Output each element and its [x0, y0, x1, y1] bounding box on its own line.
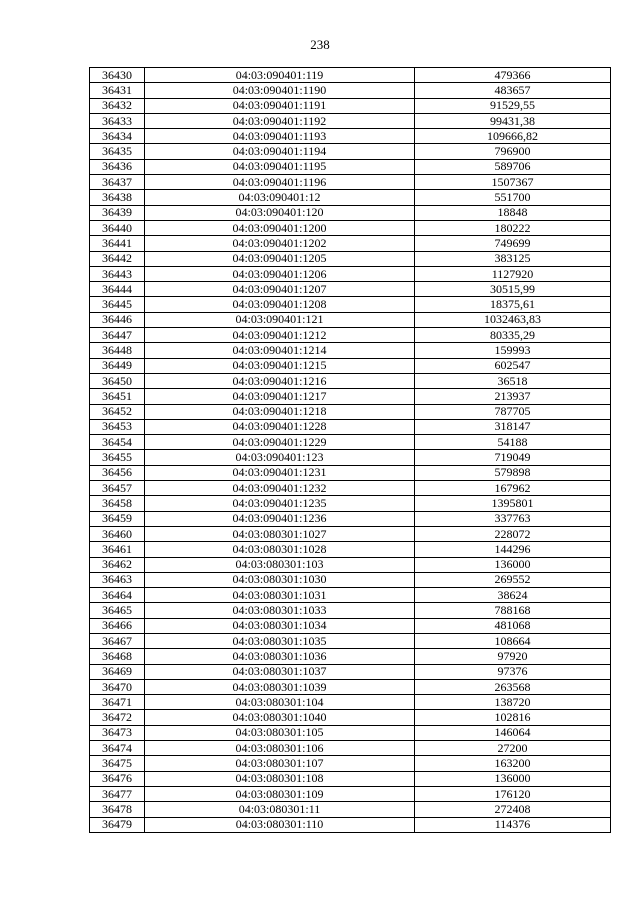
- table-row: [90, 159, 611, 174]
- cadastral-value-cell: 383125: [415, 251, 611, 266]
- row-number-cell: 36471: [90, 695, 145, 710]
- table-row: [90, 465, 611, 480]
- cadastral-value-cell: 163200: [415, 756, 611, 771]
- table-row: [90, 633, 611, 648]
- cadastral-value-cell: 269552: [415, 572, 611, 587]
- row-number-cell: 36474: [90, 741, 145, 756]
- cadastral-number-cell: 04:03:090401:1200: [145, 220, 415, 235]
- row-number-cell: 36450: [90, 373, 145, 388]
- row-number-cell: 36430: [90, 68, 145, 83]
- cadastral-value-cell: 787705: [415, 404, 611, 419]
- cadastral-number-cell: 04:03:080301:1040: [145, 710, 415, 725]
- row-number-cell: 36462: [90, 557, 145, 572]
- cadastral-number-cell: 04:03:080301:107: [145, 756, 415, 771]
- table-row: [90, 373, 611, 388]
- row-number-cell: 36446: [90, 312, 145, 327]
- table-row: [90, 129, 611, 144]
- table-row: [90, 175, 611, 190]
- row-number-cell: 36456: [90, 465, 145, 480]
- cadastral-value-cell: 108664: [415, 633, 611, 648]
- cadastral-value-cell: 30515,99: [415, 282, 611, 297]
- cadastral-value-cell: 589706: [415, 159, 611, 174]
- cadastral-value-cell: 99431,38: [415, 113, 611, 128]
- row-number-cell: 36453: [90, 419, 145, 434]
- cadastral-number-cell: 04:03:080301:108: [145, 771, 415, 786]
- cadastral-value-cell: 138720: [415, 695, 611, 710]
- row-number-cell: 36435: [90, 144, 145, 159]
- cadastral-value-cell: 136000: [415, 771, 611, 786]
- cadastral-value-table: [89, 67, 611, 833]
- row-number-cell: 36466: [90, 618, 145, 633]
- table-row: [90, 389, 611, 404]
- table-row: [90, 710, 611, 725]
- row-number-cell: 36461: [90, 542, 145, 557]
- row-number-cell: 36473: [90, 725, 145, 740]
- table-row: [90, 725, 611, 740]
- cadastral-value-cell: 144296: [415, 542, 611, 557]
- row-number-cell: 36448: [90, 343, 145, 358]
- row-number-cell: 36455: [90, 450, 145, 465]
- row-number-cell: 36470: [90, 679, 145, 694]
- row-number-cell: 36437: [90, 175, 145, 190]
- row-number-cell: 36442: [90, 251, 145, 266]
- row-number-cell: 36443: [90, 266, 145, 281]
- table-row: [90, 557, 611, 572]
- cadastral-number-cell: 04:03:090401:1229: [145, 435, 415, 450]
- table-row: [90, 266, 611, 281]
- table-row: [90, 481, 611, 496]
- cadastral-value-cell: 114376: [415, 817, 611, 832]
- cadastral-value-cell: 719049: [415, 450, 611, 465]
- table-row: [90, 572, 611, 587]
- table-row: [90, 297, 611, 312]
- table-row: [90, 649, 611, 664]
- cadastral-number-cell: 04:03:080301:1039: [145, 679, 415, 694]
- cadastral-number-cell: 04:03:090401:1231: [145, 465, 415, 480]
- table-row: [90, 741, 611, 756]
- cadastral-number-cell: 04:03:090401:1202: [145, 236, 415, 251]
- cadastral-number-cell: 04:03:090401:1196: [145, 175, 415, 190]
- table-row: [90, 251, 611, 266]
- table-row: [90, 220, 611, 235]
- cadastral-number-cell: 04:03:080301:110: [145, 817, 415, 832]
- table-row: [90, 343, 611, 358]
- table-row: [90, 542, 611, 557]
- row-number-cell: 36432: [90, 98, 145, 113]
- cadastral-value-cell: 159993: [415, 343, 611, 358]
- cadastral-value-cell: 1127920: [415, 266, 611, 281]
- table-row: [90, 113, 611, 128]
- cadastral-value-cell: 91529,55: [415, 98, 611, 113]
- table-row: [90, 282, 611, 297]
- row-number-cell: 36445: [90, 297, 145, 312]
- cadastral-number-cell: 04:03:080301:103: [145, 557, 415, 572]
- cadastral-value-cell: 602547: [415, 358, 611, 373]
- cadastral-number-cell: 04:03:080301:105: [145, 725, 415, 740]
- cadastral-number-cell: 04:03:080301:1028: [145, 542, 415, 557]
- table-row: [90, 435, 611, 450]
- row-number-cell: 36463: [90, 572, 145, 587]
- cadastral-number-cell: 04:03:090401:1214: [145, 343, 415, 358]
- table-row: [90, 496, 611, 511]
- row-number-cell: 36440: [90, 220, 145, 235]
- table-row: [90, 511, 611, 526]
- cadastral-value-cell: 97376: [415, 664, 611, 679]
- row-number-cell: 36438: [90, 190, 145, 205]
- table-row: [90, 450, 611, 465]
- cadastral-number-cell: 04:03:090401:1236: [145, 511, 415, 526]
- cadastral-value-cell: 27200: [415, 741, 611, 756]
- cadastral-number-cell: 04:03:090401:1206: [145, 266, 415, 281]
- cadastral-value-cell: 167962: [415, 481, 611, 496]
- row-number-cell: 36431: [90, 83, 145, 98]
- cadastral-value-cell: 213937: [415, 389, 611, 404]
- table-row: [90, 190, 611, 205]
- cadastral-number-cell: 04:03:090401:1217: [145, 389, 415, 404]
- cadastral-value-cell: 788168: [415, 603, 611, 618]
- cadastral-value-cell: 318147: [415, 419, 611, 434]
- row-number-cell: 36458: [90, 496, 145, 511]
- row-number-cell: 36464: [90, 588, 145, 603]
- row-number-cell: 36444: [90, 282, 145, 297]
- table-row: [90, 802, 611, 817]
- row-number-cell: 36468: [90, 649, 145, 664]
- cadastral-value-cell: 1507367: [415, 175, 611, 190]
- cadastral-number-cell: 04:03:090401:119: [145, 68, 415, 83]
- table-row: [90, 588, 611, 603]
- cadastral-number-cell: 04:03:090401:1192: [145, 113, 415, 128]
- cadastral-number-cell: 04:03:090401:1190: [145, 83, 415, 98]
- table-row: [90, 144, 611, 159]
- cadastral-number-cell: 04:03:080301:109: [145, 786, 415, 801]
- row-number-cell: 36434: [90, 129, 145, 144]
- cadastral-number-cell: 04:03:080301:104: [145, 695, 415, 710]
- cadastral-number-cell: 04:03:090401:1212: [145, 328, 415, 343]
- table-body: [90, 68, 611, 833]
- table-row: [90, 312, 611, 327]
- cadastral-number-cell: 04:03:090401:1235: [145, 496, 415, 511]
- cadastral-value-cell: 551700: [415, 190, 611, 205]
- row-number-cell: 36475: [90, 756, 145, 771]
- cadastral-number-cell: 04:03:080301:1035: [145, 633, 415, 648]
- row-number-cell: 36478: [90, 802, 145, 817]
- cadastral-number-cell: 04:03:080301:1037: [145, 664, 415, 679]
- cadastral-number-cell: 04:03:080301:1027: [145, 526, 415, 541]
- row-number-cell: 36477: [90, 786, 145, 801]
- cadastral-value-cell: 479366: [415, 68, 611, 83]
- table-row: [90, 328, 611, 343]
- cadastral-number-cell: 04:03:080301:1030: [145, 572, 415, 587]
- cadastral-value-cell: 176120: [415, 786, 611, 801]
- cadastral-value-cell: 97920: [415, 649, 611, 664]
- cadastral-number-cell: 04:03:090401:1215: [145, 358, 415, 373]
- cadastral-number-cell: 04:03:080301:1034: [145, 618, 415, 633]
- table-row: [90, 786, 611, 801]
- cadastral-number-cell: 04:03:090401:1218: [145, 404, 415, 419]
- table-row: [90, 358, 611, 373]
- cadastral-value-cell: 36518: [415, 373, 611, 388]
- row-number-cell: 36467: [90, 633, 145, 648]
- cadastral-value-cell: 337763: [415, 511, 611, 526]
- cadastral-value-cell: 18375,61: [415, 297, 611, 312]
- table-row: [90, 98, 611, 113]
- row-number-cell: 36459: [90, 511, 145, 526]
- row-number-cell: 36457: [90, 481, 145, 496]
- table-row: [90, 236, 611, 251]
- row-number-cell: 36451: [90, 389, 145, 404]
- table-row: [90, 404, 611, 419]
- cadastral-number-cell: 04:03:080301:1031: [145, 588, 415, 603]
- row-number-cell: 36436: [90, 159, 145, 174]
- table-row: [90, 679, 611, 694]
- cadastral-value-cell: 80335,29: [415, 328, 611, 343]
- row-number-cell: 36441: [90, 236, 145, 251]
- cadastral-number-cell: 04:03:090401:123: [145, 450, 415, 465]
- cadastral-value-cell: 109666,82: [415, 129, 611, 144]
- cadastral-value-cell: 579898: [415, 465, 611, 480]
- cadastral-number-cell: 04:03:090401:1232: [145, 481, 415, 496]
- cadastral-number-cell: 04:03:080301:1033: [145, 603, 415, 618]
- table-row: [90, 817, 611, 832]
- cadastral-value-cell: 272408: [415, 802, 611, 817]
- cadastral-value-cell: 136000: [415, 557, 611, 572]
- table-row: [90, 695, 611, 710]
- cadastral-number-cell: 04:03:090401:1208: [145, 297, 415, 312]
- cadastral-value-cell: 18848: [415, 205, 611, 220]
- cadastral-number-cell: 04:03:090401:1194: [145, 144, 415, 159]
- cadastral-number-cell: 04:03:090401:120: [145, 205, 415, 220]
- table-row: [90, 756, 611, 771]
- row-number-cell: 36439: [90, 205, 145, 220]
- cadastral-number-cell: 04:03:080301:11: [145, 802, 415, 817]
- cadastral-value-cell: 1032463,83: [415, 312, 611, 327]
- cadastral-value-cell: 481068: [415, 618, 611, 633]
- cadastral-value-cell: 1395801: [415, 496, 611, 511]
- table-row: [90, 68, 611, 83]
- cadastral-value-cell: 263568: [415, 679, 611, 694]
- row-number-cell: 36469: [90, 664, 145, 679]
- table-row: [90, 205, 611, 220]
- row-number-cell: 36460: [90, 526, 145, 541]
- page-number: 238: [310, 37, 330, 52]
- cadastral-number-cell: 04:03:090401:1205: [145, 251, 415, 266]
- cadastral-value-cell: 38624: [415, 588, 611, 603]
- cadastral-number-cell: 04:03:090401:1207: [145, 282, 415, 297]
- cadastral-value-cell: 54188: [415, 435, 611, 450]
- table-row: [90, 419, 611, 434]
- cadastral-number-cell: 04:03:090401:1228: [145, 419, 415, 434]
- cadastral-value-cell: 146064: [415, 725, 611, 740]
- row-number-cell: 36433: [90, 113, 145, 128]
- cadastral-value-cell: 102816: [415, 710, 611, 725]
- cadastral-value-cell: 796900: [415, 144, 611, 159]
- table-row: [90, 603, 611, 618]
- table-row: [90, 526, 611, 541]
- table-row: [90, 664, 611, 679]
- table-row: [90, 771, 611, 786]
- cadastral-number-cell: 04:03:090401:1193: [145, 129, 415, 144]
- table-row: [90, 618, 611, 633]
- cadastral-number-cell: 04:03:090401:121: [145, 312, 415, 327]
- cadastral-number-cell: 04:03:090401:1216: [145, 373, 415, 388]
- cadastral-value-cell: 749699: [415, 236, 611, 251]
- row-number-cell: 36465: [90, 603, 145, 618]
- row-number-cell: 36479: [90, 817, 145, 832]
- cadastral-number-cell: 04:03:090401:12: [145, 190, 415, 205]
- table-row: [90, 83, 611, 98]
- cadastral-number-cell: 04:03:080301:106: [145, 741, 415, 756]
- cadastral-value-cell: 180222: [415, 220, 611, 235]
- row-number-cell: 36454: [90, 435, 145, 450]
- row-number-cell: 36447: [90, 328, 145, 343]
- row-number-cell: 36449: [90, 358, 145, 373]
- row-number-cell: 36476: [90, 771, 145, 786]
- cadastral-value-cell: 228072: [415, 526, 611, 541]
- row-number-cell: 36472: [90, 710, 145, 725]
- cadastral-number-cell: 04:03:090401:1195: [145, 159, 415, 174]
- row-number-cell: 36452: [90, 404, 145, 419]
- cadastral-number-cell: 04:03:090401:1191: [145, 98, 415, 113]
- cadastral-number-cell: 04:03:080301:1036: [145, 649, 415, 664]
- cadastral-value-cell: 483657: [415, 83, 611, 98]
